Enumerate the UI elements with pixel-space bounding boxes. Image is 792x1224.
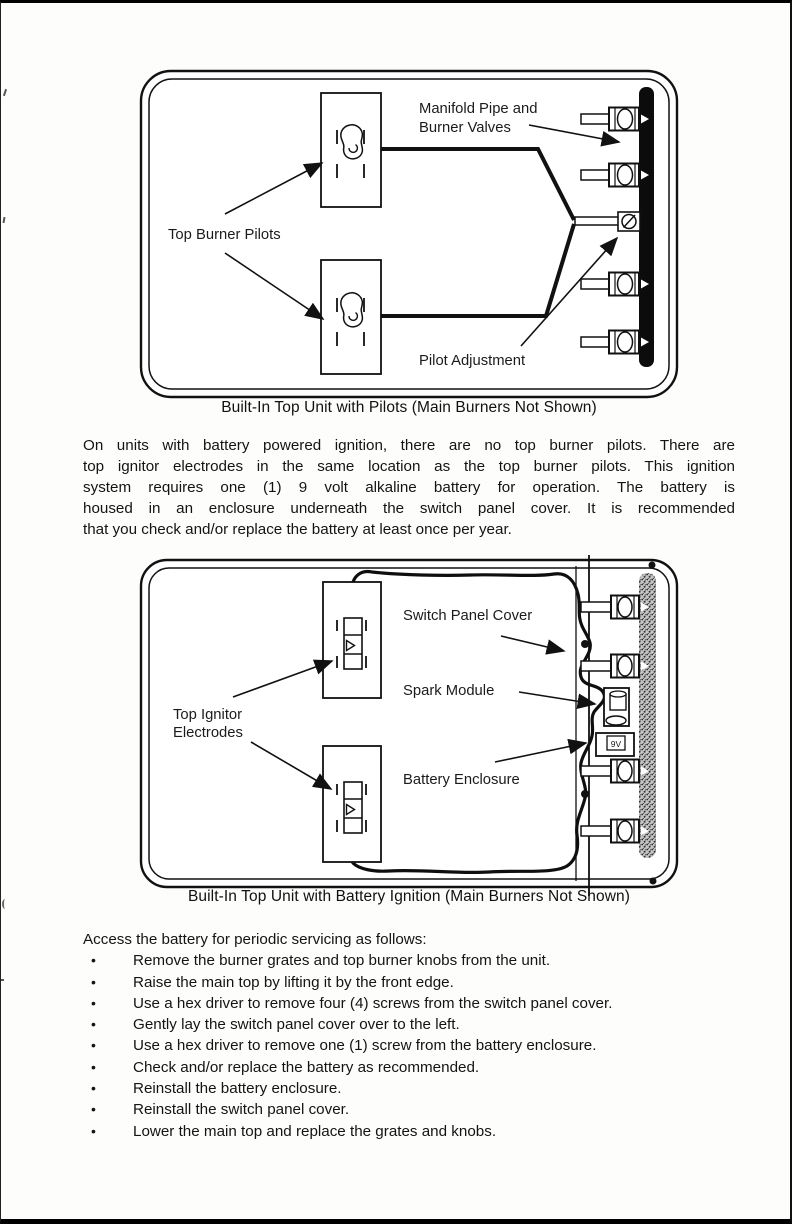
bullet-icon: • <box>91 1058 96 1075</box>
bullet-icon: • <box>91 1080 96 1097</box>
pilot-box-lower <box>321 260 381 374</box>
electrode-box-lower <box>323 746 381 862</box>
bullet-icon: • <box>91 994 96 1011</box>
paragraph-line: top ignitor electrodes in the same location as the top burner pilots. This ignition <box>83 458 735 476</box>
paragraph-line: housed in an enclosure underneath the switch panel cover. It is recommended <box>83 500 735 518</box>
label-switch-panel-cover: Switch Panel Cover <box>403 608 533 624</box>
bullet-icon: • <box>91 1101 96 1118</box>
paragraph-line: system requires one (1) 9 volt alkaline battery for operation. The battery is <box>83 479 735 497</box>
label-pilot-adjustment: Pilot Adjustment <box>419 353 526 369</box>
list-item-text: Raise the main top by lifting it by the front edge. <box>133 973 454 991</box>
figure1-caption: Built-In Top Unit with Pilots (Main Burners Not Shown) <box>221 399 597 416</box>
list-item <box>83 1078 743 1099</box>
list-item <box>83 993 743 1014</box>
bullet-icon: • <box>91 1016 96 1033</box>
pilot-tube <box>575 217 619 225</box>
bullet-icon: • <box>91 1122 96 1139</box>
bullet-icon: • <box>91 952 96 969</box>
list-item-text: Gently lay the switch panel cover over to the left. <box>133 1016 460 1034</box>
spark-module-icon <box>604 688 629 726</box>
list-intro: Access the battery for periodic servicing as follows: <box>83 931 427 948</box>
label-battery-enclosure: Battery Enclosure <box>403 772 520 788</box>
list-item-text: Remove the burner grates and top burner knobs from the unit. <box>133 952 551 970</box>
scan-artifact <box>1 979 4 981</box>
figure-battery-ignition-diagram <box>127 546 689 910</box>
list-item <box>83 1121 743 1142</box>
label-spark-module: Spark Module <box>403 683 495 699</box>
list-item-text: Check and/or replace the battery as recommended. <box>133 1058 480 1076</box>
mounting-dot <box>581 640 589 648</box>
scan-artifact <box>3 89 7 96</box>
list-item <box>83 1035 743 1056</box>
scan-artifact <box>2 899 8 909</box>
list-item <box>83 1014 743 1035</box>
electrode-box-upper <box>323 582 381 698</box>
scan-artifact <box>2 217 5 223</box>
list-item <box>83 1099 743 1120</box>
list-item-text: Reinstall the battery enclosure. <box>133 1080 342 1098</box>
list-item-text: Lower the main top and replace the grates and knobs. <box>133 1122 497 1140</box>
corner-mark <box>650 878 657 885</box>
battery-ignition-paragraph <box>83 435 735 540</box>
pilot-box-upper <box>321 93 381 207</box>
mounting-dot <box>581 790 589 798</box>
list-item-text: Use a hex driver to remove one (1) screw from the battery enclosure. <box>133 1037 597 1055</box>
list-item <box>83 950 743 971</box>
list-item <box>83 1057 743 1078</box>
battery-servicing-list <box>83 929 743 1142</box>
manifold-pipe-stippled <box>639 573 656 858</box>
paragraph-line: that you check and/or replace the battery at least once per year. <box>83 521 512 539</box>
corner-mark <box>649 562 656 569</box>
label-top-ignitor-line2: Electrodes <box>173 725 243 741</box>
figure2-caption: Built-In Top Unit with Battery Ignition (Main Burners Not Shown) <box>187 888 631 905</box>
label-manifold-pipe-line2: Burner Valves <box>419 120 511 136</box>
list-item <box>83 972 743 993</box>
list-item-text: Use a hex driver to remove four (4) screws from the switch panel cover. <box>133 994 613 1012</box>
list-item-text: Reinstall the switch panel cover. <box>133 1101 350 1119</box>
bullet-icon: • <box>91 973 96 990</box>
label-top-burner-pilots: Top Burner Pilots <box>168 227 281 243</box>
battery-9v-label: 9V <box>610 739 622 749</box>
bullet-icon: • <box>91 1037 96 1054</box>
manifold-pipe <box>639 87 654 367</box>
figure-pilots-diagram <box>127 59 689 407</box>
paragraph-line: On units with battery powered ignition, there are no top burner pilots. There are <box>83 437 735 454</box>
label-manifold-pipe-line1: Manifold Pipe and <box>419 101 538 117</box>
label-top-ignitor-line1: Top Ignitor <box>173 707 243 723</box>
pilot-adjustment-screw-icon <box>618 212 640 231</box>
